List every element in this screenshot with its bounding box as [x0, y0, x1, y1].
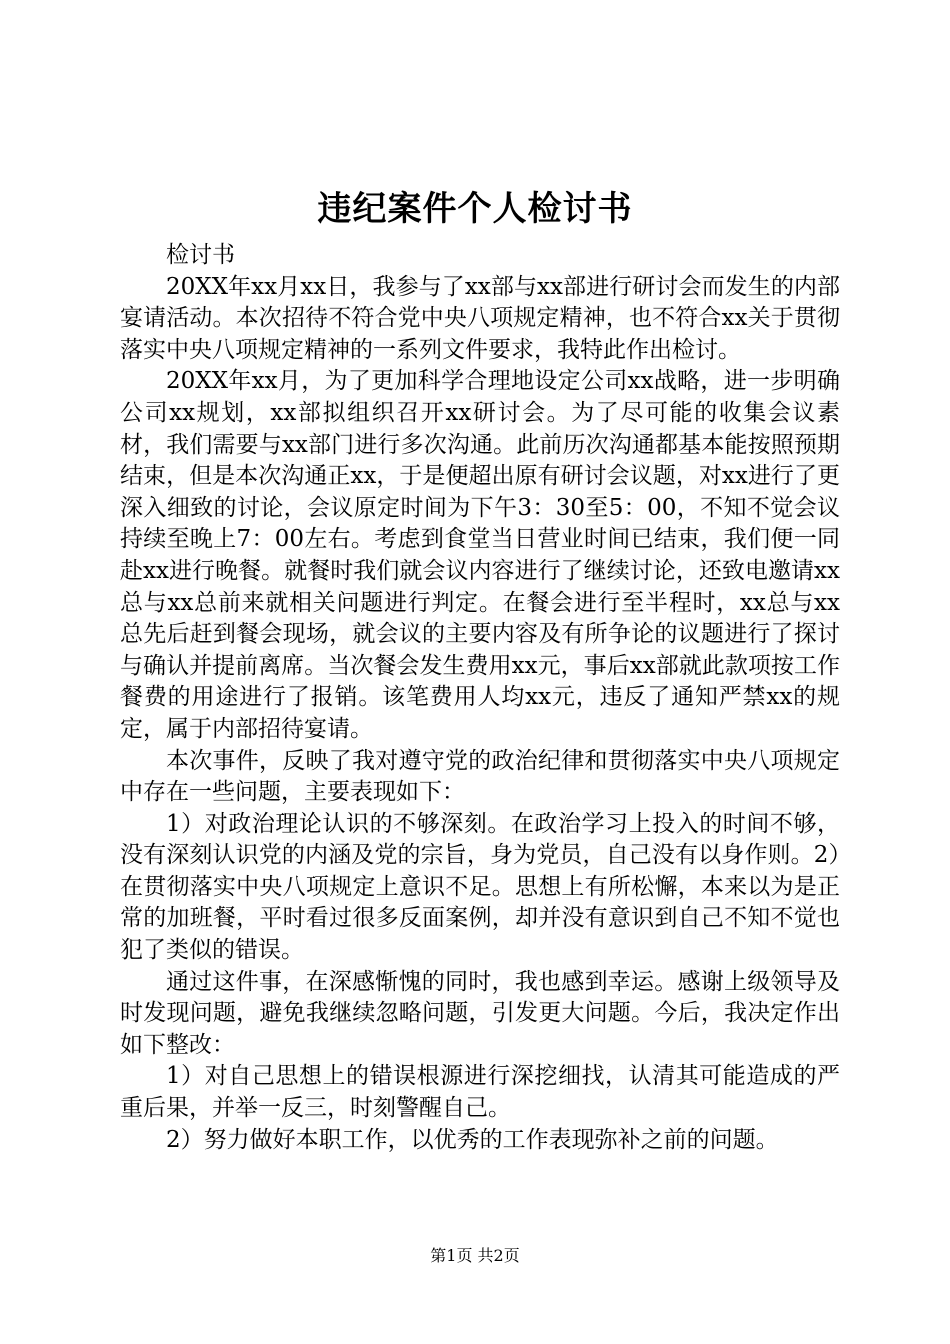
paragraph: 20XX年xx月，为了更加科学合理地设定公司xx战略，进一步明确公司xx规划，xx部拟组织召开xx研讨会。为了尽可能的收集会议素材，我们需要与xx部门进行多次沟通。此前历次沟通都基本能按照预期结束，但是本次沟通正xx，于是便超出原有研讨会议题，对xx进行了更深入细致的讨论，会议原定时间为下午3：30至5：00，不知不觉会议持续至晚上7：00左右。考虑到食堂当日营业时间已结束，我们便一同赴xx进行晚餐。就餐时我们就会议内容进行了继续讨论，还致电邀请xx总与xx总前来就相关问题进行判定。在餐会进行至半程时，xx总与xx总先后赶到餐会现场，就会议的主要内容及有所争论的议题进行了探讨与确认并提前离席。当次餐会发生费用xx元，事后xx部就此款项按工作餐费的用途进行了报销。该笔费用人均xx元，违反了通知严禁xx的规定，属于内部招待宴请。 [120, 368, 840, 742]
paragraph: 通过这件事，在深感惭愧的同时，我也感到幸运。感谢上级领导及时发现问题，避免我继续忽略问题，引发更大问题。今后，我决定作出如下整改： [120, 968, 840, 1058]
paragraph-heading: 检讨书 [166, 242, 235, 268]
paragraph: 1）对自己思想上的错误根源进行深挖细找，认清其可能造成的严重后果，并举一反三，时刻警醒自己。 [120, 1063, 840, 1122]
document-body [120, 240, 840, 1156]
paragraph: 本次事件，反映了我对遵守党的政治纪律和贯彻落实中央八项规定中存在一些问题，主要表现如下： [120, 747, 840, 806]
paragraph: 20XX年xx月xx日，我参与了xx部与xx部进行研讨会而发生的内部宴请活动。本次招待不符合党中央八项规定精神，也不符合xx关于贯彻落实中央八项规定精神的一系列文件要求，我特此作出检讨。 [120, 273, 840, 363]
paragraph: 2）努力做好本职工作，以优秀的工作表现弥补之前的问题。 [166, 1126, 779, 1153]
paragraph: 1）对政治理论认识的不够深刻。在政治学习上投入的时间不够，没有深刻认识党的内涵及党的宗旨，身为党员，自己没有以身作则。2）在贯彻落实中央八项规定上意识不足。思想上有所松懈，本来以为是正常的加班餐，平时看过很多反面案例，却并没有意识到自己不知不觉也犯了类似的错误。 [120, 810, 840, 964]
page-number-footer: 第1页 共2页 [430, 1246, 520, 1265]
document-title: 违纪案件个人检讨书 [317, 189, 633, 229]
